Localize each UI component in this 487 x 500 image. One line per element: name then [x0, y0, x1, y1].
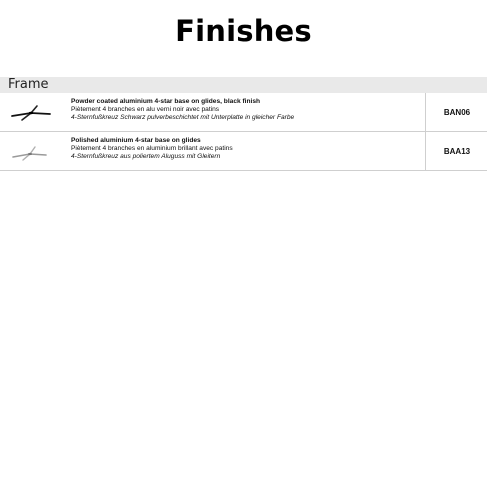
polished-4-star-base-icon	[6, 136, 56, 166]
description-english: Polished aluminium 4-star base on glides	[71, 137, 201, 144]
finish-code: BAA13	[425, 132, 487, 170]
description-german: 4-Sternfußkreuz Schwarz pulverbeschichtet mit Unterplatte in gleicher Farbe	[71, 114, 295, 122]
table-row	[0, 132, 487, 171]
description-german: 4-Sternfußkreuz aus poliertem Aluguss mit Gleitern	[71, 153, 221, 161]
description-english: Powder coated aluminium 4-star base on glides, black finish	[71, 98, 261, 105]
finishes-table	[0, 93, 487, 171]
section-header-frame	[0, 77, 487, 93]
section-label: Frame	[8, 77, 49, 92]
finish-code: BAN06	[425, 93, 487, 131]
page-title: Finishes	[175, 14, 312, 48]
black-4-star-base-icon	[6, 97, 56, 127]
table-row	[0, 93, 487, 132]
finish-description	[71, 98, 416, 123]
description-french: Piètement 4 branches en aluminium brillant avec patins	[71, 145, 233, 153]
finish-description	[71, 137, 416, 162]
description-french: Piètement 4 branches en alu verni noir avec patins	[71, 106, 220, 114]
